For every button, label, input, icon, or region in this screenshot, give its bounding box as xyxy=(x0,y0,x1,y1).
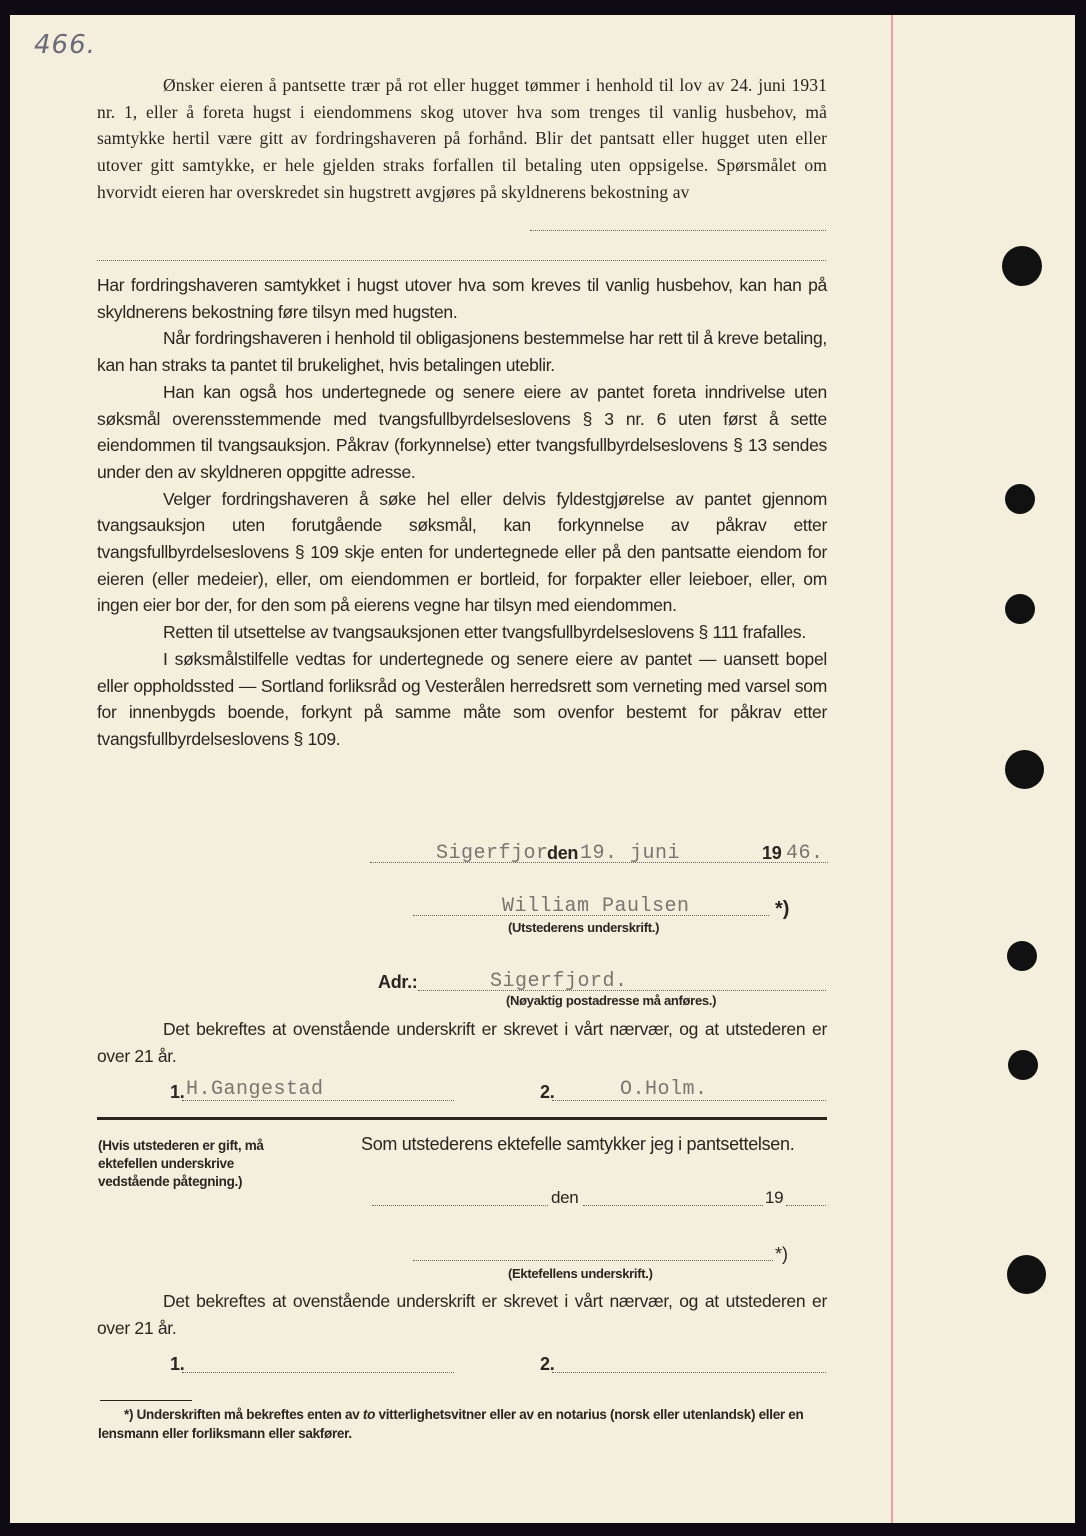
footnote xyxy=(98,1405,828,1443)
section-divider xyxy=(97,1117,827,1120)
witness-2-name: O.Holm. xyxy=(620,1078,708,1101)
paragraph-postponement: Retten til utsettelse av tvangsauksjonen etter tvangsfullbyrdelseslovens § 111 frafalles. xyxy=(163,622,806,643)
address-caption: (Nøyaktig postadresse må anføres.) xyxy=(506,993,717,1008)
spouse-year-line xyxy=(786,1205,826,1206)
address-label: Adr.: xyxy=(378,972,418,992)
witness-statement: Det bekreftes at ovenstående underskrift er skrevet i vårt nærvær, og at utstederen er over 21 år. xyxy=(97,1019,827,1066)
paragraph-auction: Velger fordringshaveren å søke hel eller delvis fyldestgjørelse av pantet gjennom tvangsauksjon uten forutgående søksmål, kan forkynnelse av påkrav etter tvangsfullbyrdelseslovens § 109 skje enten for undertegnede eller på den pantsatte eiendom for eieren (eller medeier), eller, om eiendommen er bortleid, for forpakter eller leieboer, eller, om ingen eier bor der, for den som på eierens vegne har tilsyn med eiendommen. xyxy=(97,488,827,616)
witness-2-1-line xyxy=(182,1372,454,1373)
paragraph-enforcement: Han kan også hos undertegnede og senere eiere av pantet foreta inndrivelse uten søksmål overensstemmende med tvangsfullbyrdelseslovens § 3 nr. 6 uten først å sette eiendommen til tvangsauksjon. Påkrav (forkynnelse) etter tvangsfullbyrdelseslovens § 13 sendes under den av skyldneren oppgitte adresse. xyxy=(97,381,827,482)
spouse-signature-line xyxy=(413,1260,773,1261)
fill-line xyxy=(530,230,826,231)
punch-hole xyxy=(1008,1050,1038,1080)
punch-hole xyxy=(1007,941,1037,971)
witness-statement-2: Det bekreftes at ovenstående underskrift er skrevet i vårt nærvær, og at utstederen er over 21 år. xyxy=(97,1291,827,1338)
asterisk-marker: *) xyxy=(775,898,790,920)
paragraph-group xyxy=(97,272,827,753)
spouse-caption: (Ektefellens underskrift.) xyxy=(508,1266,653,1281)
paragraph-payment: Når fordringshaveren i henhold til obligasjonens bestemmelse har rett til å kreve betaling, kan han straks ta pantet til brukelighet, hvis betalingen uteblir. xyxy=(97,328,827,376)
witness-1-name: H.Gangestad xyxy=(186,1078,324,1101)
footnote-text-cont: vitterlighetsvitner eller av en notarius (norsk eller utenlandsk) eller en lensmann eller forliksmann eller sakfører. xyxy=(98,1407,804,1441)
spouse-side-note: (Hvis utstederen er gift, må ektefellen underskrive vedstående påtegning.) xyxy=(98,1138,264,1189)
place-field: Sigerfjor xyxy=(436,842,549,865)
issuer-signature: William Paulsen xyxy=(502,895,690,918)
footnote-rule xyxy=(100,1400,192,1401)
witness-1-number: 1. xyxy=(170,1082,185,1102)
fill-line xyxy=(97,260,826,261)
address-field: Sigerfjord. xyxy=(490,970,628,993)
spouse-asterisk: *) xyxy=(775,1244,788,1264)
punch-hole xyxy=(1007,1255,1046,1294)
year-field: 46. xyxy=(786,842,824,865)
footnote-emphasis: to xyxy=(362,1407,376,1422)
spouse-place-line xyxy=(372,1205,548,1206)
spouse-consent: Som utstederens ektefelle samtykker jeg i pantsettelsen. xyxy=(361,1134,795,1154)
witness-2-1-number: 1. xyxy=(170,1354,185,1374)
footnote-text: Underskriften må bekreftes enten av xyxy=(136,1407,360,1422)
paragraph-venue: I søksmålstilfelle vedtas for undertegnede og senere eiere av pantet — uansett bopel eller oppholdssted — Sortland forliksråd og Vesterålen herredsrett som verneting med varsel som for innenbygds boende, forkynt på samme måte som ovenfor bestemt for påkrav etter tvangsfullbyrdelseslovens § 109. xyxy=(97,648,827,749)
issuer-caption: (Utstederens underskrift.) xyxy=(508,920,660,935)
witness-2-2-line xyxy=(552,1372,826,1373)
spouse-date-line xyxy=(583,1205,763,1206)
paragraph-tree-pledge: Ønsker eieren å pantsette trær på rot eller hugget tømmer i henhold til lov av 24. juni 1931 nr. 1, eller å foreta hugst i eiendommens skog utover hva som trenges til vanlig husbehov, må samtykke hertil være gitt av fordringshaveren på forhånd. Blir det pantsatt eller hugget uten eller utover gitt samtykke, er hele gjelden straks forfallen til betaling uten oppsigelse. Spørsmålet om hvorvidt eieren har overskredet sin hugstrett avgjøres på skyldnerens bekostning av xyxy=(97,75,827,202)
paragraph-supervision: Har fordringshaveren samtykket i hugst utover hva som kreves til vanlig husbehov, kan han på skyldnerens bekostning føre tilsyn med hugsten. xyxy=(97,275,827,322)
punch-hole xyxy=(1005,750,1044,789)
witness-2-number: 2. xyxy=(540,1082,555,1102)
year-prefix: 19 xyxy=(762,843,782,863)
punch-hole xyxy=(1005,594,1035,624)
den-label: den xyxy=(547,843,579,863)
punch-hole xyxy=(1005,484,1035,514)
footnote-marker: *) xyxy=(124,1407,134,1422)
page-number: 466. xyxy=(34,30,96,60)
punch-hole xyxy=(1002,246,1042,286)
date-field: 19. juni xyxy=(580,842,681,865)
witness-2-2-number: 2. xyxy=(540,1354,555,1374)
margin-rule xyxy=(891,15,893,1523)
spouse-den-label: den xyxy=(551,1188,579,1207)
spouse-year-prefix: 19 xyxy=(765,1188,784,1207)
